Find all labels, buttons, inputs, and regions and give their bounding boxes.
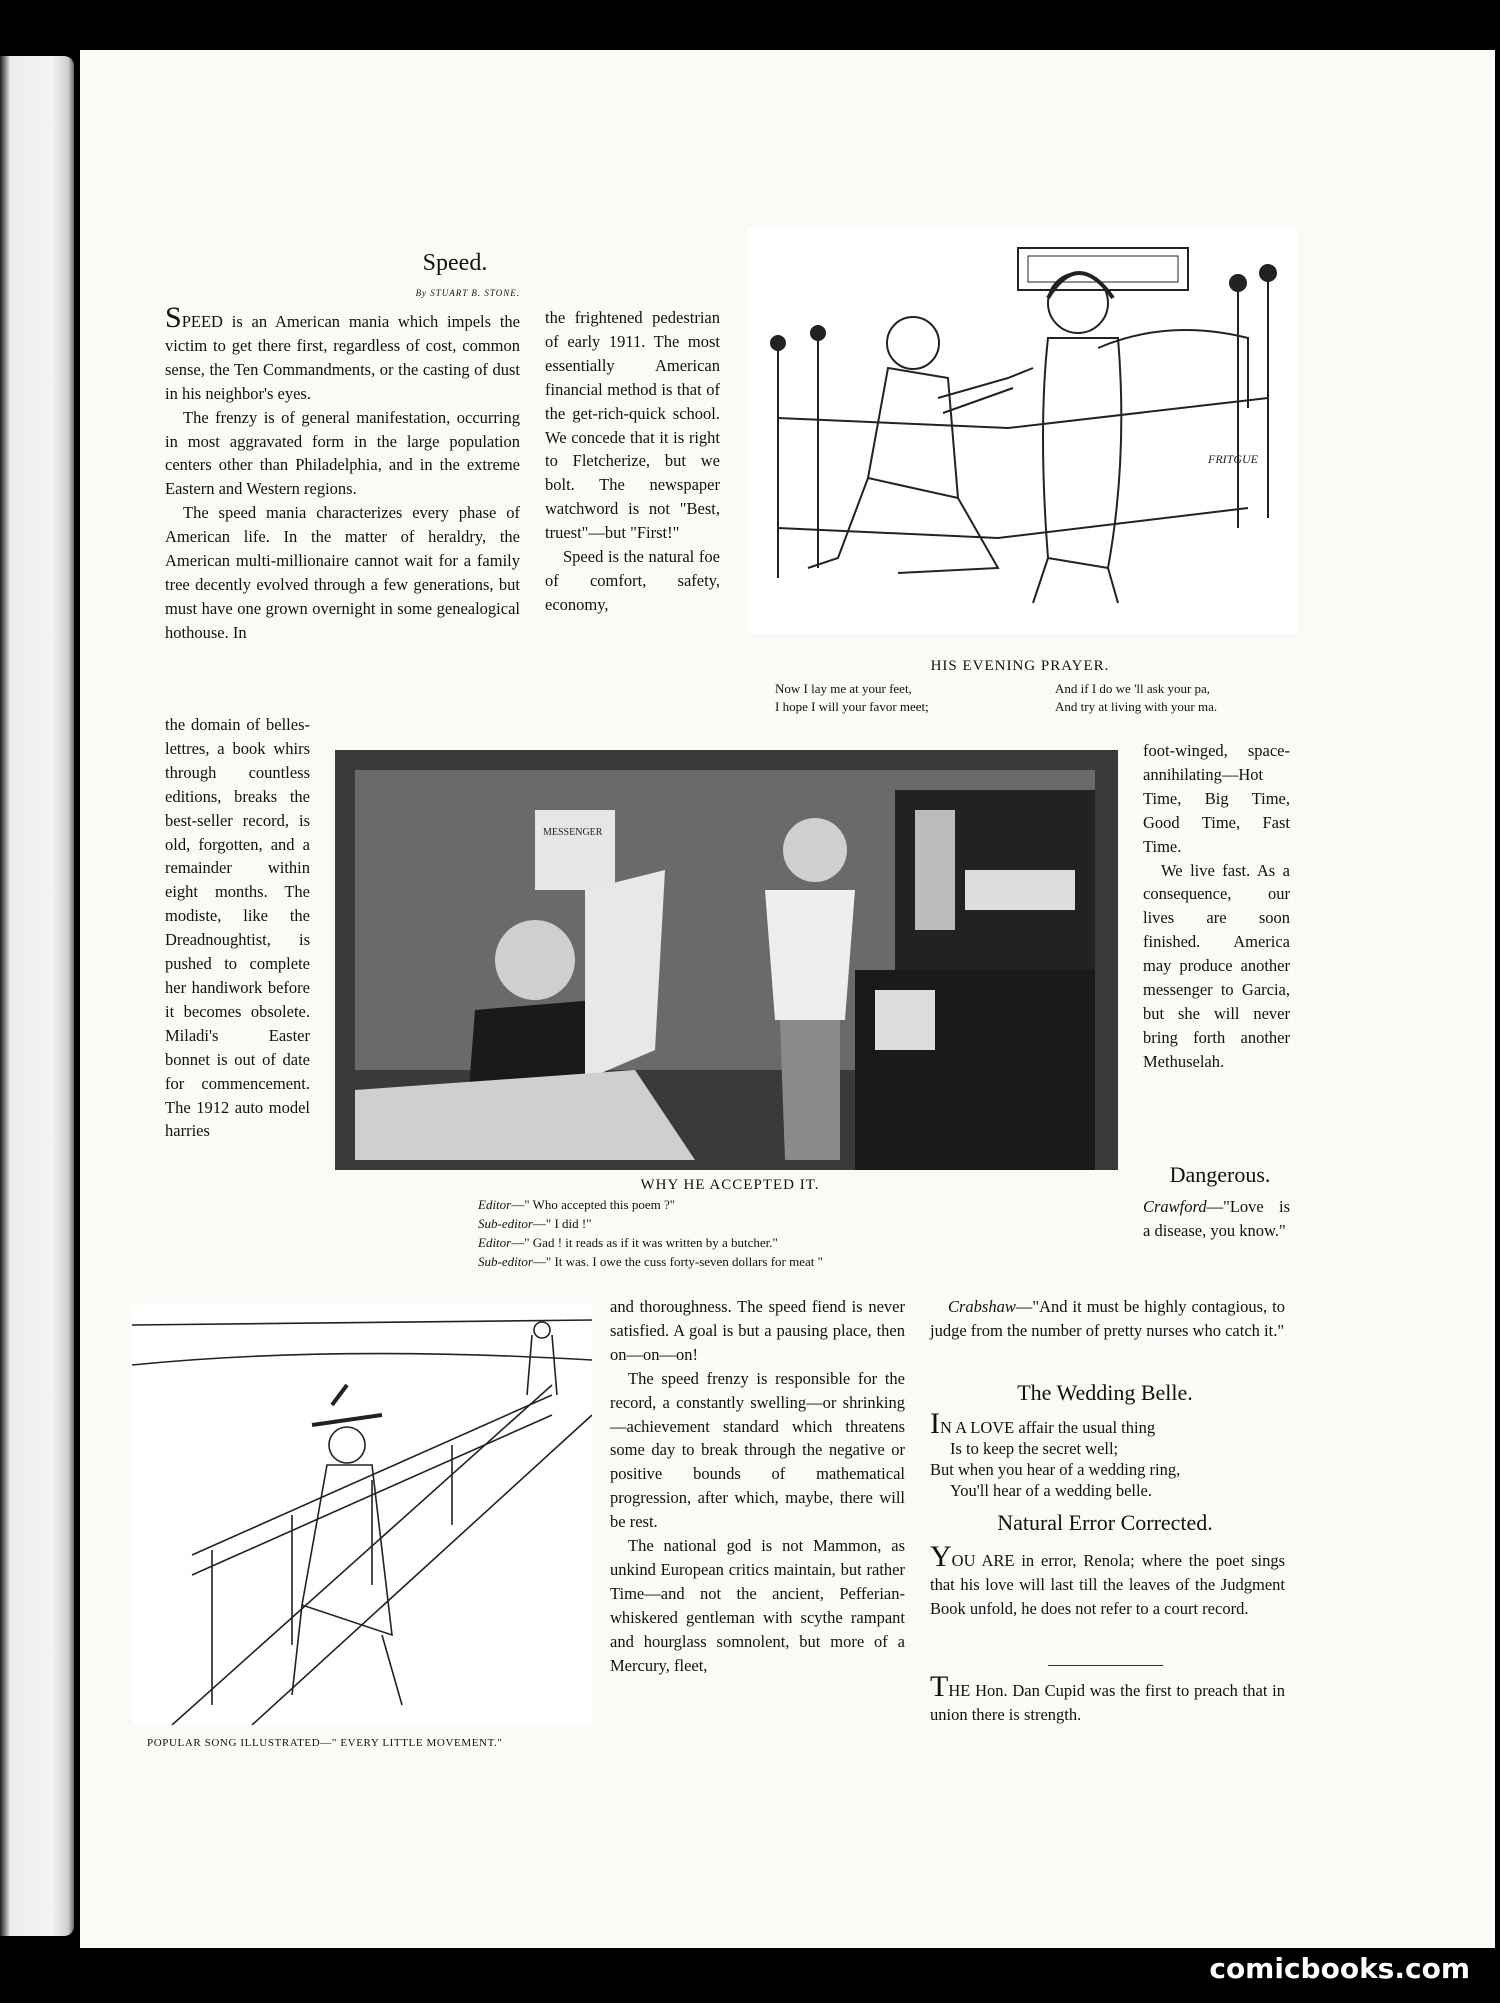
dangerous-paragraph (930, 1295, 1285, 1343)
cupid-text (930, 1670, 1285, 1727)
dialog-speaker: Editor (478, 1235, 512, 1250)
accepted-dialog (478, 1195, 1048, 1271)
verse-line: And try at living with your ma. (1055, 699, 1218, 714)
speed-paragraph: We live fast. As a consequence, our lives are soon finished. America may produce another messenger to Garcia, but she will never bring forth another Methuselah. (1143, 860, 1290, 1071)
quote-text: —"Love is a disease, you know." (1143, 1197, 1290, 1240)
dialog-text: —" I did !" (532, 1216, 592, 1231)
dangerous-text-2 (930, 1295, 1285, 1343)
natural-error-text (930, 1540, 1285, 1621)
speed-paragraph: the frightened pedestrian of early 1911. The most essentially American financial method is that of the get-rich-quick school. We concede that it is right to Fletcherize, but we bolt. The newspaper watchword is not "Best, truest"—but "First!" (545, 308, 720, 543)
speed-paragraph: The national god is not Mammon, as unkind European critics maintain, but rather Time—and not the ancient, Pefferian-whiskered gentleman with scythe rampant and hourglass somnolent, but more of a Mercury, fleet, (610, 1536, 905, 1675)
speed-narrow-right (1143, 739, 1290, 1074)
dangerous-paragraph (1143, 1195, 1290, 1243)
verse-line: IN A LOVE affair the usual thing (930, 1407, 1156, 1440)
verse-line: Now I lay me at your feet, (775, 681, 912, 696)
natural-error-paragraph: YOU ARE in error, Renola; where the poet sings that his love will last till the leaves of the Judgment Book unfold, he does not refer to a court record. (930, 1540, 1285, 1618)
article-title-speed: Speed. (422, 250, 488, 276)
speed-paragraph: SPEED is an American mania which impels the victim to get there first, regardless of cost, common sense, the Ten Commandments, or the casting of dust in his neighbor's eyes. (165, 301, 520, 403)
speed-paragraph: The speed mania characterizes every phase of American life. In the matter of heraldry, the American multi-millionaire cannot wait for a family tree decently evolved through a few generations, but must have one grown overnight in some genealogical hothouse. In (165, 503, 520, 642)
quote-text: —"And it must be highly contagious, to judge from the number of pretty nurses who catch it." (930, 1297, 1285, 1340)
wedding-belle-verse (930, 1407, 1285, 1501)
left-page-edge (0, 56, 74, 1936)
article-title-natural-error: Natural Error Corrected. (997, 1510, 1213, 1535)
dialog-speaker: Sub-editor (478, 1216, 533, 1231)
verse-line: And if I do we 'll ask your pa, (1055, 681, 1211, 696)
dialog-line (478, 1252, 1048, 1271)
evening-prayer-drawing (748, 228, 1298, 634)
wall-poster: MESSENGER (543, 827, 603, 838)
speed-narrow-left (165, 713, 310, 1143)
speed-column-2 (545, 306, 720, 617)
speed-paragraph: Speed is the natural foe of comfort, safety, economy, (545, 547, 720, 614)
verse-line: You'll hear of a wedding belle. (950, 1481, 1153, 1500)
dialog-line (478, 1214, 1048, 1233)
speed-paragraph: the domain of belles-lettres, a book whirs through countless editions, breaks the best-seller record, is old, forgotten, and a remainder within eight months. The modiste, like the Dreadnoughtist, is pushed to complete her handiwork before it becomes obsolete. Miladi's Easter bonnet is out of date for commencement. The 1912 auto model harries (165, 715, 310, 1141)
dialog-text: —" Gad ! it reads as if it was written by a butcher." (511, 1235, 778, 1250)
accepted-poem-illustration (335, 750, 1118, 1170)
speed-paragraph: and thoroughness. The speed fiend is never satisfied. A goal is but a pausing place, then on—on—on! (610, 1297, 905, 1364)
verse-line: But when you hear of a wedding ring, (930, 1460, 1181, 1479)
illustrator-signature: FRITGUE (1208, 452, 1258, 466)
site-watermark: comicbooks.com (1209, 1952, 1470, 1985)
dialog-speaker: Sub-editor (478, 1254, 533, 1269)
verse-line: I hope I will your favor meet; (775, 699, 929, 714)
prayer-verse-right (1055, 680, 1295, 716)
dangerous-text-1 (1143, 1195, 1290, 1243)
dialog-text: —" Who accepted this poem ?" (511, 1197, 676, 1212)
evening-prayer-illustration (748, 228, 1298, 634)
cupid-paragraph: THE Hon. Dan Cupid was the first to preach that in union there is strength. (930, 1670, 1285, 1724)
speaker-name: Crabshaw (948, 1297, 1016, 1316)
article-byline: By STUART B. STONE. (415, 288, 520, 298)
popular-song-illustration (132, 1305, 592, 1725)
speed-paragraph: foot-winged, space-annihilating—Hot Time, Big Time, Good Time, Fast Time. (1143, 741, 1290, 856)
evening-prayer-caption: HIS EVENING PRAYER. (930, 658, 1110, 674)
prayer-verse-left (775, 680, 1045, 716)
editor-office-drawing (335, 750, 1118, 1170)
speed-bottom-middle (610, 1295, 905, 1678)
accepted-caption: WHY HE ACCEPTED IT. (640, 1177, 820, 1193)
dialog-line (478, 1233, 1048, 1252)
speed-column-1 (165, 301, 520, 645)
verse-line: Is to keep the secret well; (950, 1439, 1119, 1458)
dialog-line (478, 1195, 1048, 1214)
article-title-wedding-belle: The Wedding Belle. (1017, 1380, 1193, 1405)
speed-paragraph: The speed frenzy is responsible for the record, a constantly swelling—or shrinking—achievement standard which threatens some day to break through the negative or positive bounds of mathematical progression, after which, maybe, there will be rest. (610, 1368, 905, 1532)
popular-song-caption: POPULAR SONG ILLUSTRATED—" EVERY LITTLE MOVEMENT." (147, 1737, 503, 1749)
speed-paragraph: The frenzy is of general manifestation, occurring in most aggravated form in the large population centers other than Philadelphia, and in the extreme Eastern and Western regions. (165, 407, 520, 499)
article-title-dangerous: Dangerous. (1169, 1162, 1271, 1187)
section-divider (1048, 1665, 1163, 1666)
dialog-text: —" It was. I owe the cuss forty-seven dollars for meat " (532, 1254, 823, 1269)
dialog-speaker: Editor (478, 1197, 512, 1212)
ship-deck-drawing (132, 1305, 592, 1725)
speaker-name: Crawford (1143, 1197, 1207, 1216)
